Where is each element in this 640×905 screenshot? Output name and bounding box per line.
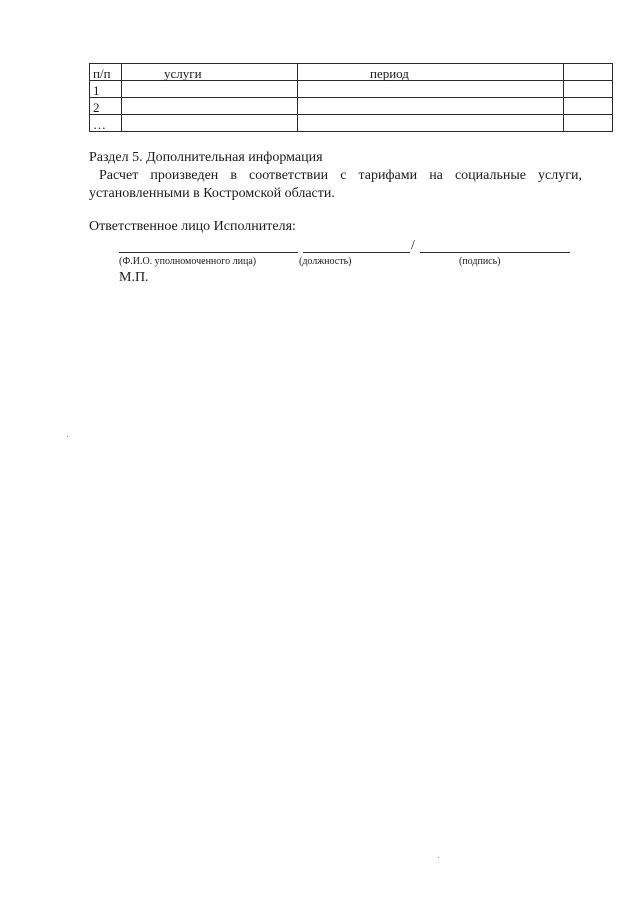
header-cell-number: п/п (90, 64, 122, 81)
caption-signature: (подпись) (459, 256, 501, 267)
header-cell-services: услуги (122, 64, 298, 81)
responsible-person-label: Ответственное лицо Исполнителя: (89, 219, 296, 234)
table-header-row (90, 64, 613, 81)
row-number-cell: 2 (90, 98, 122, 115)
table-cell (564, 81, 613, 98)
name-signature-line (119, 252, 298, 253)
header-cell-extra (564, 64, 613, 81)
caption-position: (должность) (299, 256, 352, 267)
table-cell (122, 98, 298, 115)
table-cell (122, 115, 298, 132)
signature-separator: / (411, 238, 415, 253)
header-cell-period: период (298, 64, 564, 81)
table-cell (564, 98, 613, 115)
services-table (89, 63, 613, 132)
table-cell (298, 115, 564, 132)
row-number-cell: … (90, 115, 122, 132)
stamp-place-label: М.П. (119, 270, 149, 285)
table-cell (298, 81, 564, 98)
position-signature-line (303, 252, 410, 253)
table-row (90, 98, 613, 115)
scan-speck (438, 857, 439, 858)
calculation-note-line-2: установленными в Костромской области. (89, 186, 335, 201)
calculation-note-line-1: Расчет произведен в соответствии с тарифами на социальные услуги, (99, 168, 582, 183)
table-row (90, 115, 613, 132)
table-cell (298, 98, 564, 115)
section-5-title: Раздел 5. Дополнительная информация (89, 150, 323, 165)
table-row (90, 81, 613, 98)
row-number-cell: 1 (90, 81, 122, 98)
table-cell (564, 115, 613, 132)
scan-speck (67, 436, 68, 437)
caption-name: (Ф.И.О. уполномоченного лица) (119, 256, 257, 267)
signature-line (420, 252, 570, 253)
table-cell (122, 81, 298, 98)
